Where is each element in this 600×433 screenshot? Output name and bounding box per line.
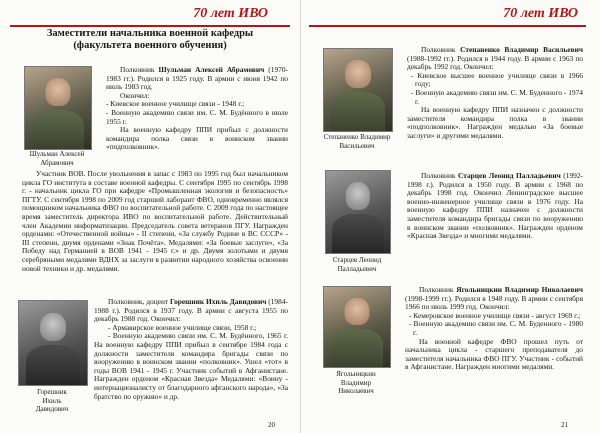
- page-number: 20: [268, 421, 275, 429]
- header-rule: [10, 25, 290, 27]
- portrait-caption-startsev: Старцев Леонид Палладьевич: [332, 256, 382, 273]
- portrait-goreshnik: [18, 300, 88, 386]
- portrait-startsev: [325, 170, 391, 254]
- bio-startsev: Полковник Старцев Леонид Палладьевич (1992-1998 г.). Родился в 1950 году. В армии с 1968 по декабрь 1998 год. Окончил Ленинградское высшее военно-инженерное училище связи в 1976 году. На военную кафедру ППИ назначен с должности заместителя командира бригады связи по вооружению в воинском звании «полковник». Награжден орденом «Красная Звезда» и многими медалями.: [407, 171, 583, 241]
- section-title: [10, 28, 290, 52]
- header-rule: [309, 25, 586, 27]
- portrait-caption-goreshnik: Горешник Ихиль Давидович: [35, 388, 69, 413]
- portrait-yagolnitskin: [323, 286, 391, 368]
- title-line-1: Заместители начальника военной кафедры: [46, 28, 254, 39]
- bio-yagolnitskin: Полковник Ягольницкин Владимир Николаевич (1998-1999 гг.). Родился в 1948 году. В армии с сентября 1966 по июль 1999 год. Окончил: - Кемеровское военное училище связи - август 1969 г.; - Военную академию связи им. С. М. Буденного - 1980 г. На военной кафедре ФВО прошел путь от начальника цикла - старшего преподавателя до заместителя начальника ФВО ПГУ. Участник - событий в Афганистане. Награжден многими медалями.: [405, 285, 583, 372]
- portrait-caption-shulman: Шульман Алексей Абрамович: [29, 150, 85, 167]
- portrait-caption-yagolnitskin: Ягольницкин Владимир Николаевич: [336, 370, 376, 395]
- portrait-caption-stepanenko: Степаненко Владимир Васильевич: [323, 133, 391, 150]
- page-number: 21: [561, 421, 568, 429]
- title-line-2: (факультета военного обучения): [73, 40, 227, 51]
- bio-stepanenko: Полковник Степаненко Владимир Васильевич (1988-1992 гг.). Родился в 1944 году. В армии с 1963 по декабрь 1992 год. Окончил: - Киевское высшее военное училище связи в 1966 году; - Военную академию связи им. С. М. Буденного - 1974 г. На военную кафедру ППИ назначен с должности заместителя командира полка в звании «подполковник». Награжден медалью «За боевые заслуги» и другими медалями.: [407, 45, 583, 140]
- running-head: 70 лет ИВО: [503, 6, 578, 21]
- bio-shulman-intro: Полковник Шульман Алексей Абрамович (1970-1983 гг.). Родился в 1925 году. В армии с июня 1942 по июль 1983 год. Окончил: - Киевское военное училище связи - 1948 г.; - Военную академию связи им. С. М. Будённого в июле 1955 г. На военную кафедру ППИ прибыл с должности командира полка связи в воинском звании «подполковник».: [106, 65, 288, 152]
- bio-shulman-body: Участник ВОВ. После увольнения в запас с 1983 по 1995 год был начальником цикла ГО института в составе военной кафедры. С сентября 1995 по сентябрь 1998 г. - начальник цикла ГО при кафедре «Промышленная экология и безопасность» ПГТУ. С сентября 1998 по 2009 год старший лаборант ФВО, одновременно являлся помощником начальника ФВО по воспитательной работе. С 2009 года по настоящее время заместитель директора ИВО по воспитательной работе. Действительный член Академии информатизации. Председатель совета ветеранов ПГУ. Награжден орденами: «Отечественной войны» - II степени, «За службу Родине в ВС СССР» - III степени, двумя орденами «Знак Почёта». Медалями: «За боевые заслуги», «За Победу над Германией в ВОВ 1941 - 1945 г.» и др. Двумя золотыми и двумя серебряными медалями ВДНХ за заслуги в развитии народного хозяйства освоении новой техники и др. медалями.: [22, 169, 288, 273]
- portrait-shulman: [24, 66, 92, 150]
- bio-goreshnik: Полковник, доцент Горешник Ихиль Давидович (1984-1988 г.). Родился в 1937 году. В армии с августа 1955 по декабрь 1988 год. Окончил: - Армавирское военное училище связи, 1958 г.; - Военную академию связи им. С. М. Будённого, 1965 г. На военную кафедру ППИ прибыл в сентябре 1984 года с должности заместителя командира бригады связи по вооружению в воинском звании «полковник». Ушел «тот» в годы ВОВ 1941 - 1945 г. Участник событий в Афганистане. Награжден орденом «Красная Звезда» Медалями: «Воину - интернационалисту от благодарного афганского народа», «За братство по оружию» и др.: [94, 297, 288, 401]
- right-page: [300, 0, 600, 433]
- portrait-stepanenko: [323, 48, 393, 132]
- running-head: 70 лет ИВО: [193, 6, 268, 21]
